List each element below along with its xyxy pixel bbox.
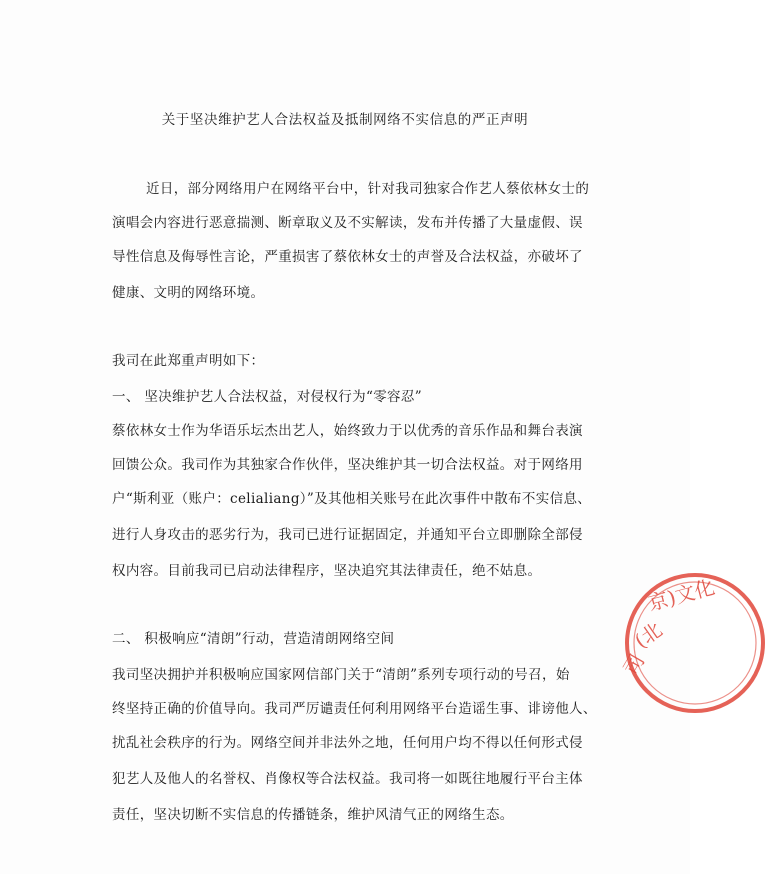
section2-line-3: 扰乱社会秩序的行为。网络空间并非法外之地，任何用户均不得以任何形式侵 (112, 735, 583, 751)
section1-heading: 一、 坚决维护艺人合法权益，对侵权行为“零容忍” (112, 389, 422, 405)
section2-line-1: 我司坚决拥护并积极响应国家网信部门关于“清朗”系列专项行动的号召，始 (112, 667, 570, 683)
section1-line-3: 户“斯利亚（账户：celialiang）”及其他相关账号在此次事件中散布不实信息、 (112, 491, 592, 507)
section1-line-2: 回馈公众。我司作为其独家合作伙伴，坚决维护其一切合法权益。对于网络用 (112, 457, 583, 473)
intro-line-3: 导性信息及侮辱性言论，严重损害了蔡依林女士的声誉及合法权益，亦破坏了 (112, 249, 583, 265)
section2-line-4: 犯艺人及他人的名誉权、肖像权等合法权益。我司将一如既往地履行平台主体 (112, 771, 583, 787)
document-title: 关于坚决维护艺人合法权益及抵制网络不实信息的严正声明 (161, 112, 529, 128)
intro-line-2: 演唱会内容进行恶意揣测、断章取义及不实解读，发布并传播了大量虚假、误 (112, 215, 583, 231)
svg-text:司: 司 (618, 649, 650, 680)
intro-line-1: 近日，部分网络用户在网络平台中，针对我司独家合作艺人蔡依林女士的 (146, 181, 590, 197)
intro-line-4: 健康、文明的网络环境。 (112, 285, 265, 301)
section1-line-4: 进行人身攻击的恶劣行为，我司已进行证据固定，并通知平台立即删除全部侵 (112, 527, 583, 543)
section2-heading: 二、 积极响应“清朗”行动，营造清朗网络空间 (112, 631, 395, 647)
section2-line-5: 责任，坚决切断不实信息的传播链条，维护风清气正的网络生态。 (112, 807, 514, 823)
section1-line-1: 蔡依林女士作为华语乐坛杰出艺人，始终致力于以优秀的音乐作品和舞台表演 (112, 423, 583, 439)
section1-line-5: 权内容。目前我司已启动法律程序，坚决追究其法律责任，绝不姑息。 (112, 563, 542, 579)
svg-text:京)文化: 京)文化 (645, 574, 718, 616)
section2-line-2: 终坚持正确的价值导向。我司严厉谴责任何利用网络平台造谣生事、诽谤他人、 (112, 701, 597, 717)
company-seal-stamp (620, 568, 770, 718)
declaration-lead: 我司在此郑重声明如下： (112, 353, 265, 369)
svg-text:(北: (北 (629, 617, 667, 654)
